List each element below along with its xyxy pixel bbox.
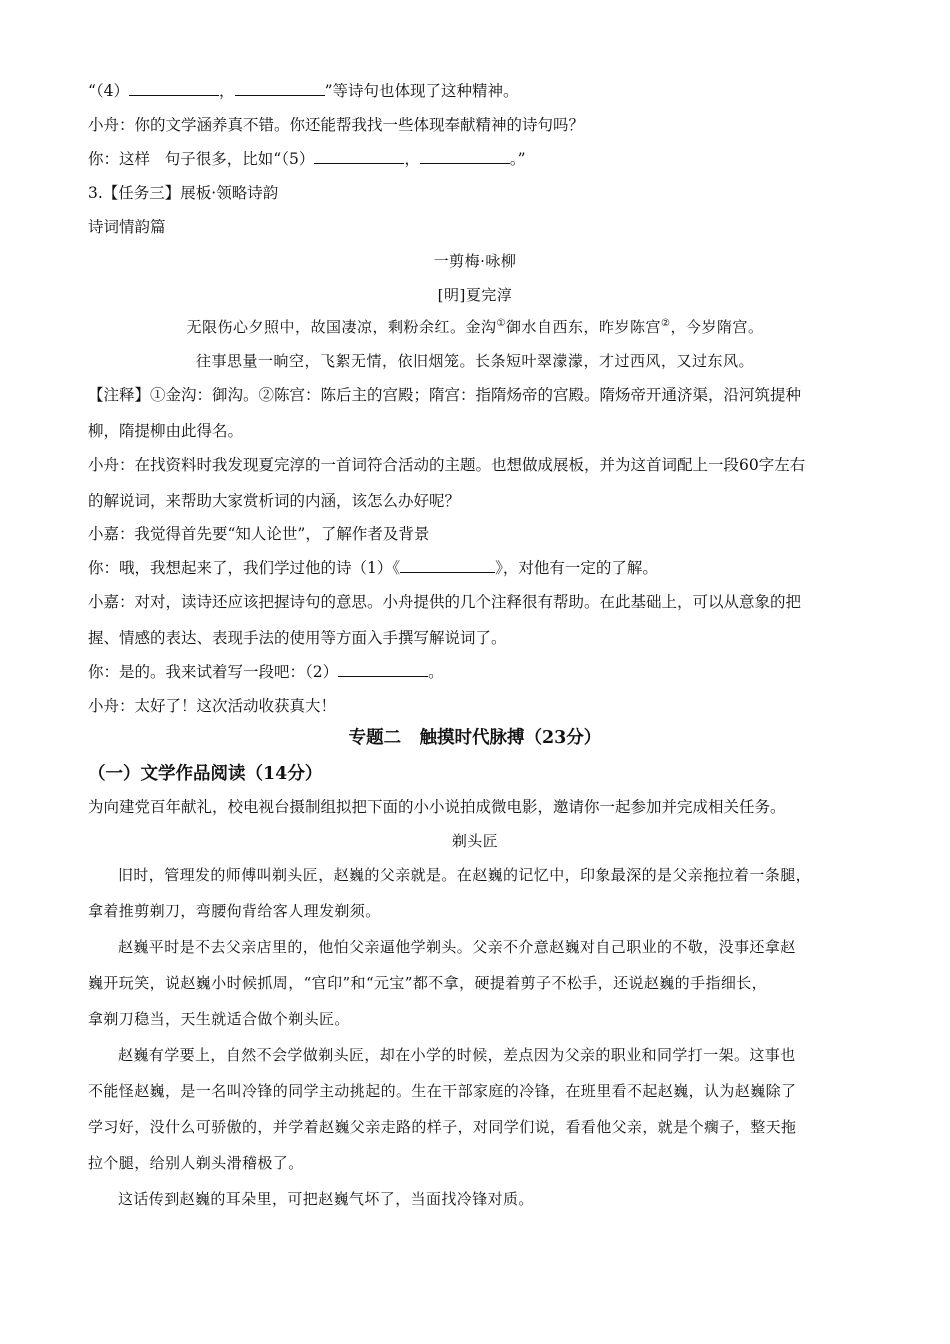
dialogue-line: 小嘉：我觉得首先要“知人论世”，了解作者及背景 <box>88 525 430 543</box>
text-segment: 。 <box>428 663 444 681</box>
text-segment: 你：是的。我来试着写一段吧：（2） <box>88 663 339 681</box>
story-paragraph-line: 赵巍平时是不去父亲店里的，他怕父亲逼他学剃头。父亲不介意赵巍对自己职业的不敬，没事还拿赵 <box>118 938 796 956</box>
dialogue-line: 小舟：太好了！这次活动收获真大！ <box>88 697 337 715</box>
text-segment: 御水自西东，昨岁陈宫 <box>505 318 661 336</box>
story-paragraph-line: 不能怪赵巍，是一名叫冷锋的同学主动挑起的。生在干部家庭的冷锋，在班里看不起赵巍，认为赵巍除了 <box>88 1082 797 1100</box>
answer-blank[interactable] <box>420 149 510 164</box>
text-segment: ， <box>219 82 235 100</box>
answer-blank[interactable] <box>235 81 325 96</box>
story-paragraph-line: 学习好，没什么可骄傲的，并学着赵巍父亲走路的样子，对同学们说，看看他父亲，就是个瘸子，整天拖 <box>88 1118 797 1136</box>
notes-line: 【注释】①金沟：御沟。②陈宫：陈后主的宫殿；隋宫：指隋炀帝的宫殿。隋炀帝开通济渠，沿河筑提种 <box>88 386 802 404</box>
text-segment: ，今岁隋宫。 <box>670 318 764 336</box>
intro-text: 为向建党百年献礼，校电视台摄制组拟把下面的小小说拍成微电影，邀请你一起参加并完成相关任务。 <box>88 798 786 816</box>
story-paragraph-line: 这话传到赵巍的耳朵里，可把赵巍气坏了，当面找冷锋对质。 <box>118 1190 534 1208</box>
dialogue-line-blank-1 <box>88 558 868 578</box>
story-title: 剃头匠 <box>451 832 499 850</box>
answer-blank[interactable] <box>129 81 219 96</box>
poem-author: [明]夏完淳 <box>437 286 513 304</box>
text-segment: 》，对他有一定的了解。 <box>495 559 658 577</box>
section-label: 诗词情韵篇 <box>88 218 166 236</box>
task3-heading: 3.【任务三】展板·领略诗韵 <box>88 184 279 202</box>
text-segment: 你：哦，我想起来了，我们学过他的诗（1）《 <box>88 559 401 577</box>
dialogue-line-poem-blank-4 <box>88 81 868 101</box>
answer-blank[interactable] <box>338 662 428 677</box>
text-segment: ”等诗句也体现了这种精神。 <box>324 82 519 100</box>
text-segment: ， <box>404 150 420 168</box>
dialogue-line: 小嘉：对对，读诗还应该把握诗句的意思。小舟提供的几个注释很有帮助。在此基础上，可以从意象的把 <box>88 593 802 611</box>
text-segment: 。” <box>509 150 526 168</box>
story-paragraph-line: 拿剃刀稳当，天生就适合做个剃头匠。 <box>88 1010 350 1028</box>
dialogue-line: 的解说词，来帮助大家赏析词的内涵，该怎么办好呢？ <box>88 492 461 510</box>
poem-line-1 <box>0 317 950 337</box>
story-paragraph-line: 拉个腿，给别人剃头滑稽极了。 <box>88 1154 304 1172</box>
story-paragraph-line: 拿着推剪剃刀，弯腰佝背给客人理发剃须。 <box>88 902 381 920</box>
dialogue-line: 握、情感的表达、表现手法的使用等方面入手撰写解说词了。 <box>88 629 507 647</box>
footnote-marker: ② <box>661 318 671 329</box>
poem-title: 一剪梅·咏柳 <box>433 252 517 270</box>
dialogue-line: 小舟：你的文学涵养真不错。你还能帮我找一些体现奉献精神的诗句吗？ <box>88 116 585 134</box>
text-segment: 无限伤心夕照中，故国凄凉，剩粉余红。金沟 <box>186 318 497 336</box>
answer-blank[interactable] <box>314 149 404 164</box>
topic-heading: 专题二 触摸时代脉搏（23分） <box>348 728 602 748</box>
footnote-marker: ① <box>496 318 506 329</box>
dialogue-line: 小舟：在找资料时我发现夏完淳的一首词符合活动的主题。也想做成展板，并为这首词配上一段60字左右 <box>88 456 806 474</box>
text-segment: 你：这样 句子很多，比如“（5） <box>88 150 315 168</box>
poem-line-2: 往事思量一晌空，飞絮无情，依旧烟笼。长条短叶翠濛濛，才过西风，又过东风。 <box>195 352 754 370</box>
answer-blank[interactable] <box>400 558 495 573</box>
dialogue-line-poem-blank-5 <box>88 149 868 169</box>
story-paragraph-line: 赵巍有学要上，自然不会学做剃头匠，却在小学的时候，差点因为父亲的职业和同学打一架。这事也 <box>118 1046 796 1064</box>
subsection-heading: （一）文学作品阅读（14分） <box>88 764 323 784</box>
dialogue-line-blank-2 <box>88 662 868 682</box>
text-segment: “（4） <box>88 82 130 100</box>
story-paragraph-line: 巍开玩笑，说赵巍小时候抓周，“官印”和“元宝”都不拿，硬提着剪子不松手，还说赵巍的手指细长， <box>88 974 768 992</box>
story-paragraph-line: 旧时，管理发的师傅叫剃头匠，赵巍的父亲就是。在赵巍的记忆中，印象最深的是父亲拖拉着一条腿， <box>118 866 812 884</box>
notes-line: 柳，隋提柳由此得名。 <box>88 422 244 440</box>
